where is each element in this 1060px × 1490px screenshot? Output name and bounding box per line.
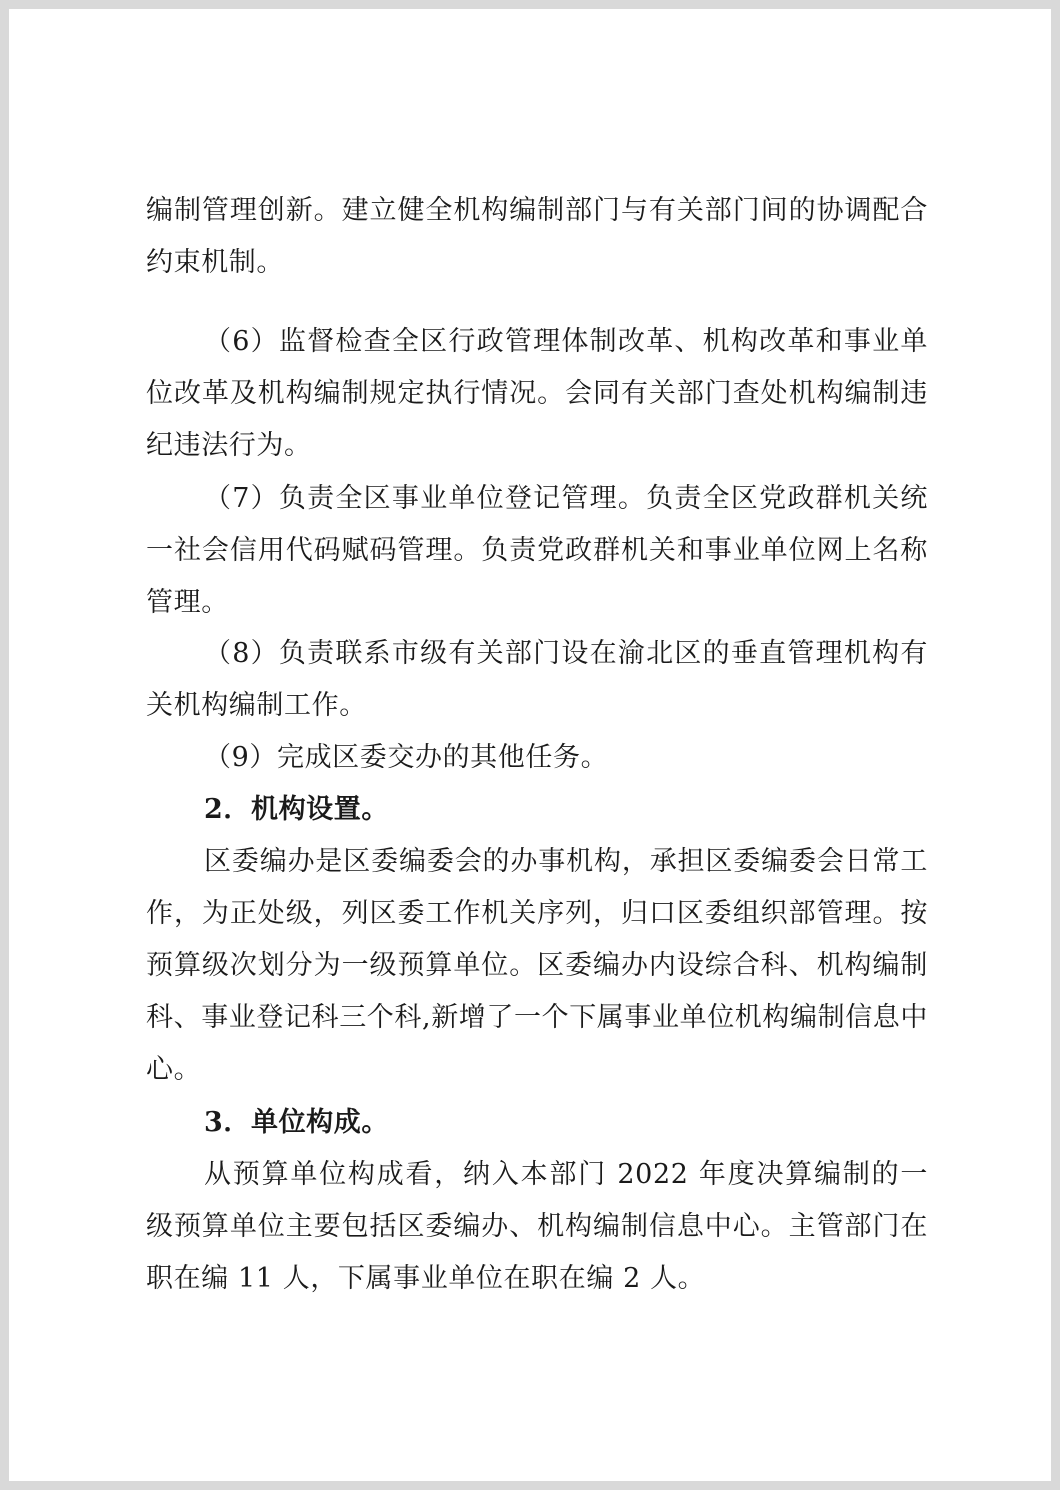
- paragraph-item-9: （9）完成区委交办的其他任务。: [204, 742, 609, 773]
- section-heading-unit-composition: 3．单位构成。: [204, 1107, 389, 1138]
- paragraph-institution-setup: 区委编办是区委编委会的办事机构，承担区委编委会日常工作，为正处级，列区委工作机关序列，归口区委组织部管理。按预算级次划分为一级预算单位。区委编办内设综合科、机构编制科、事业登记科三个科,新增了一个下属事业单位机构编制信息中心。: [146, 846, 928, 1085]
- document-page: [9, 9, 1051, 1481]
- paragraph-continuation: 编制管理创新。建立健全机构编制部门与有关部门间的协调配合约束机制。: [146, 195, 928, 278]
- paragraph-item-8: （8）负责联系市级有关部门设在渝北区的垂直管理机构有关机构编制工作。: [146, 638, 928, 721]
- paragraph-unit-composition: 从预算单位构成看，纳入本部门 2022 年度决算编制的一级预算单位主要包括区委编办、机构编制信息中心。主管部门在职在编 11 人，下属事业单位在职在编 2 人。: [146, 1159, 928, 1294]
- paragraph-item-6: （6）监督检查全区行政管理体制改革、机构改革和事业单位改革及机构编制规定执行情况。会同有关部门查处机构编制违纪违法行为。: [146, 326, 928, 461]
- section-heading-institution-setup: 2．机构设置。: [204, 794, 389, 825]
- paragraph-item-7: （7）负责全区事业单位登记管理。负责全区党政群机关统一社会信用代码赋码管理。负责党政群机关和事业单位网上名称管理。: [146, 483, 928, 618]
